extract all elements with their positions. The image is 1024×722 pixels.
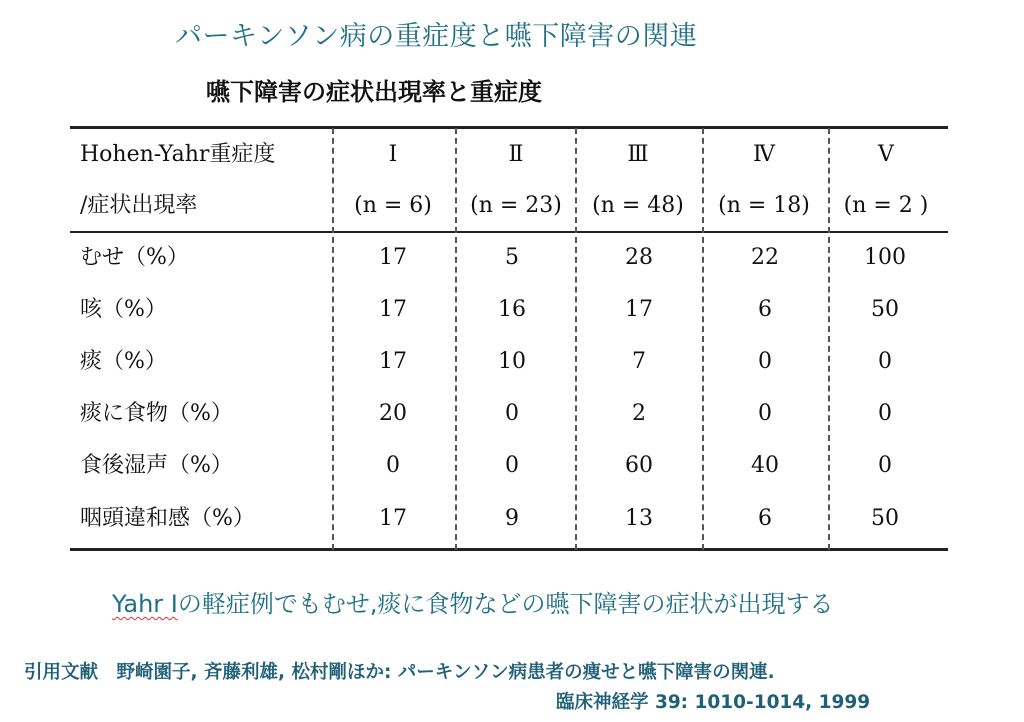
table-cell: 6 bbox=[758, 506, 772, 531]
reference-line2: 臨床神経学 39: 1010-1014, 1999 bbox=[556, 692, 871, 713]
table-top-rule bbox=[70, 126, 948, 129]
table-cell: 13 bbox=[625, 506, 653, 531]
table-cell: 0 bbox=[386, 453, 400, 478]
table-cell: 9 bbox=[505, 506, 519, 531]
row-label: むせ（%） bbox=[80, 245, 189, 270]
table-cell: 0 bbox=[878, 401, 892, 426]
table-title: 嚥下障害の症状出現率と重症度 bbox=[206, 77, 542, 106]
table-cell: 5 bbox=[505, 245, 519, 270]
table-cell: 0 bbox=[758, 349, 772, 374]
row-label: 痰に食物（%） bbox=[80, 401, 233, 426]
table-cell: 50 bbox=[871, 297, 899, 322]
table-cell: 17 bbox=[379, 245, 407, 270]
table-cell: 2 bbox=[632, 401, 646, 426]
table-bottom-rule bbox=[70, 548, 948, 551]
table-cell: 20 bbox=[379, 401, 407, 426]
row-label: 痰（%） bbox=[80, 349, 167, 374]
stage-header-roman: Ⅱ bbox=[508, 142, 524, 167]
table-cell: 7 bbox=[632, 349, 646, 374]
table-cell: 10 bbox=[498, 349, 526, 374]
table-cell: 16 bbox=[498, 297, 526, 322]
row-label: 咳（%） bbox=[80, 297, 167, 322]
table-header-rule bbox=[70, 231, 948, 233]
table-cell: 0 bbox=[878, 349, 892, 374]
table-cell: 28 bbox=[625, 245, 653, 270]
table-cell: 0 bbox=[505, 401, 519, 426]
row-label: 食後湿声（%） bbox=[80, 453, 233, 478]
note-text: の軽症例でもむせ,痰に食物などの嚥下障害の症状が出現する bbox=[177, 590, 834, 618]
stage-header-roman: Ⅲ bbox=[627, 142, 649, 167]
stage-header-n: (n = 2 ) bbox=[843, 193, 929, 218]
table-cell: 22 bbox=[751, 245, 779, 270]
table-cell: 6 bbox=[758, 297, 772, 322]
header-label-line2: /症状出現率 bbox=[80, 193, 198, 218]
table-cell: 60 bbox=[625, 453, 653, 478]
table-cell: 100 bbox=[864, 245, 906, 270]
table-cell: 0 bbox=[878, 453, 892, 478]
stage-header-roman: V bbox=[878, 142, 894, 167]
table-cell: 17 bbox=[379, 349, 407, 374]
stage-header-n: (n = 48) bbox=[592, 193, 684, 218]
header-label-line1: Hohen-Yahr重症度 bbox=[80, 142, 276, 167]
row-label: 咽頭違和感（%） bbox=[80, 506, 255, 531]
stage-header-n: (n = 18) bbox=[718, 193, 810, 218]
stage-header-n: (n = 6) bbox=[354, 193, 432, 218]
stage-header-n: (n = 23) bbox=[470, 193, 562, 218]
table-cell: 0 bbox=[758, 401, 772, 426]
table-cell: 50 bbox=[871, 506, 899, 531]
slide-title: パーキンソン病の重症度と嚥下障害の関連 bbox=[175, 21, 698, 52]
note-yahr: Yahr Ⅰ bbox=[112, 590, 178, 618]
table-cell: 40 bbox=[751, 453, 779, 478]
table-cell: 17 bbox=[379, 506, 407, 531]
summary-note bbox=[112, 584, 834, 619]
table-cell: 0 bbox=[505, 453, 519, 478]
reference-line1: 引用文献 野崎園子, 斉藤利雄, 松村剛ほか: パーキンソン病患者の痩せと嚥下障害の関連. bbox=[24, 662, 775, 683]
table-cell: 17 bbox=[625, 297, 653, 322]
table-cell: 17 bbox=[379, 297, 407, 322]
stage-header-roman: Ⅳ bbox=[753, 142, 775, 167]
stage-header-roman: I bbox=[388, 142, 398, 167]
